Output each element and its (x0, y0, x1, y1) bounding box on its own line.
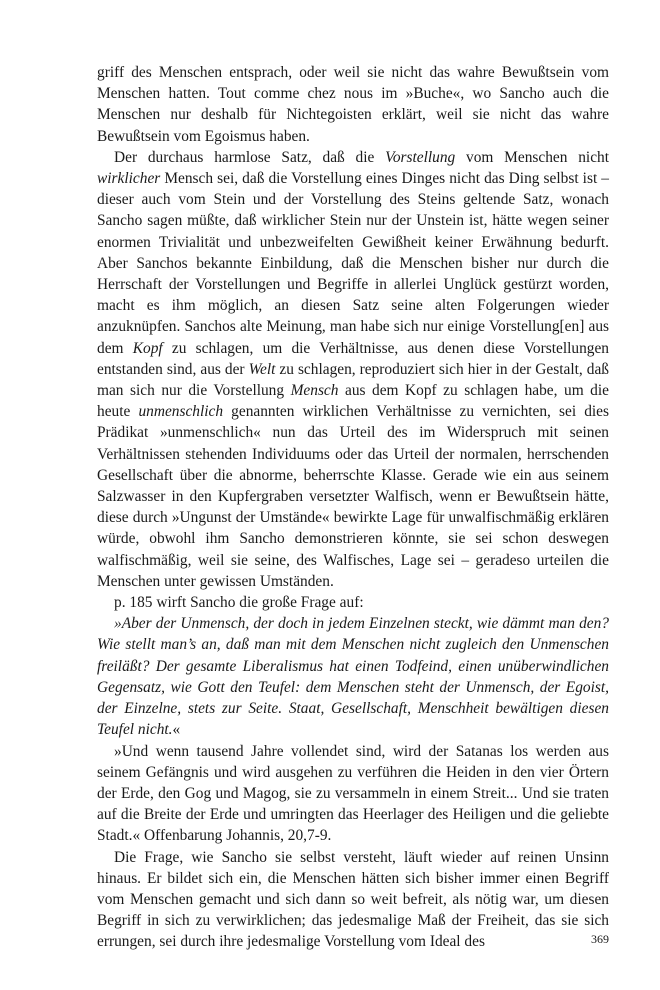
text-run: zu schlagen, reproduziert sich hier in der Gestalt, daß man sich nur die Vorstellung (97, 360, 609, 400)
paragraph (97, 592, 609, 613)
italic-run: »Aber der Unmensch, der doch in jedem Einzelnen steckt, wie dämmt man den? Wie stellt man’s an, daß man mit dem Menschen nicht zugleich den Unmenschen freiläßt? Der gesamte Liberalismus hat einen Todfeind, einen unüberwindlichen Gegensatz, wie Gott den Teufel: dem Menschen steht der Unmensch, der Egoist, der Einzelne, stets zur Seite. Staat, Gesellschaft, Menschheit bewältigen diesen Teufel nicht. (97, 615, 609, 739)
text-run: « (172, 721, 181, 739)
italic-run: wirklicher (97, 170, 161, 188)
italic-run: Welt (248, 360, 276, 378)
text-run: »Und wenn tausend Jahre vollendet sind, wird der Satanas los werden aus seinem Gefängnis und wird ausgehen zu verführen die Heiden in den vier Örtern der Erde, den Gog und Magog, sie zu versammeln in einem Streit... Und sie traten auf die Breite der Erde und umringten das Heerlager des Heiligen und die geliebte Stadt.« Offenbarung Johannis, 20,7-9. (97, 742, 609, 845)
text-run: Der durchaus harmlose Satz, daß die (114, 148, 386, 166)
text-run: vom Menschen nicht (455, 148, 609, 166)
text-run: Die Frage, wie Sancho sie selbst versteht, läuft wieder auf reinen Unsinn hinaus. Er bildet sich ein, die Menschen hätten sich bisher immer einen Begriff vom Menschen gemacht und sich dann so weit befreit, als nötig war, um diesen Begriff in sich zu verwirklichen; das jedesmalige Maß der Freiheit, das sie sich errungen, sei durch ihre jedesmalige Vorstellung vom Ideal des (97, 848, 609, 951)
text-run: p. 185 wirft Sancho die große Frage auf: (114, 594, 364, 612)
text-run: aus dem Kopf zu schlagen habe, um die heute (97, 382, 609, 421)
paragraph (97, 847, 609, 953)
paragraph (97, 147, 609, 592)
quote-paragraph (97, 613, 609, 740)
paragraph (97, 62, 609, 147)
text-run: genannten wirklichen Verhältnisse zu vernichten, sei dies Prädikat »unmenschlich« nun das Urteil des im Widerspruch mit seinen Verhältnissen stehenden Individuums oder das Urteil der normalen, herrschenden Gesellschaft über die abnorme, beherrschte Klasse. Gerade wie ein aus seinem Salzwasser in den Kupfergraben versetzter Walfisch, wenn er Bewußtsein hätte, diese durch »Ungunst der Umstände« bewirkte Lage für unwalfischmäßig erklären würde, obwohl ihm Sancho demonstrieren könnte, sie sei schon deswegen walfischmäßig, weil sie seine, des Walfisches, Lage sei – geradeso urteilen die Menschen unter gewissen Umständen. (97, 403, 609, 590)
page-number: 369 (591, 932, 609, 946)
text-run: Mensch sei, daß die Vorstellung eines Dinges nicht das Ding selbst ist – dieser auch vom Stein und der Vorstellung des Steins geltende Satz, wonach Sancho sagen müßte, daß wirklicher Stein nur der Unstein ist, hätte wegen seiner enormen Trivialität und unbezweifelten Gewißheit keiner Erwähnung bedurft. Aber Sanchos bekannte Einbildung, daß die Menschen bisher nur durch die Herrschaft der Vorstellungen und Begriffe in allerlei Unglück gestürzt worden, macht es ihm möglich, an diesen Satz seine alten Folgerungen wieder anzuknüpfen. Sanchos alte Meinung, man habe sich nur einige Vorstellung[en] aus dem (97, 170, 609, 357)
page-body (97, 62, 609, 953)
italic-run: Vorstellung (385, 148, 456, 166)
italic-run: unmenschlich (138, 403, 224, 421)
italic-run: Mensch (290, 382, 339, 400)
paragraph (97, 741, 609, 847)
text-run: zu schlagen, um die Verhältnisse, aus denen diese Vorstellungen entstanden sind, aus der (97, 339, 609, 378)
italic-run: Kopf (132, 339, 163, 357)
text-run: griff des Menschen entsprach, oder weil sie nicht das wahre Bewußtsein vom Menschen hatten. Tout comme chez nous im »Buche«, wo Sancho auch die Menschen nur deshalb für Nichtegoisten erklärt, weil sie nicht das wahre Bewußtsein vom Egoismus haben. (97, 64, 609, 145)
